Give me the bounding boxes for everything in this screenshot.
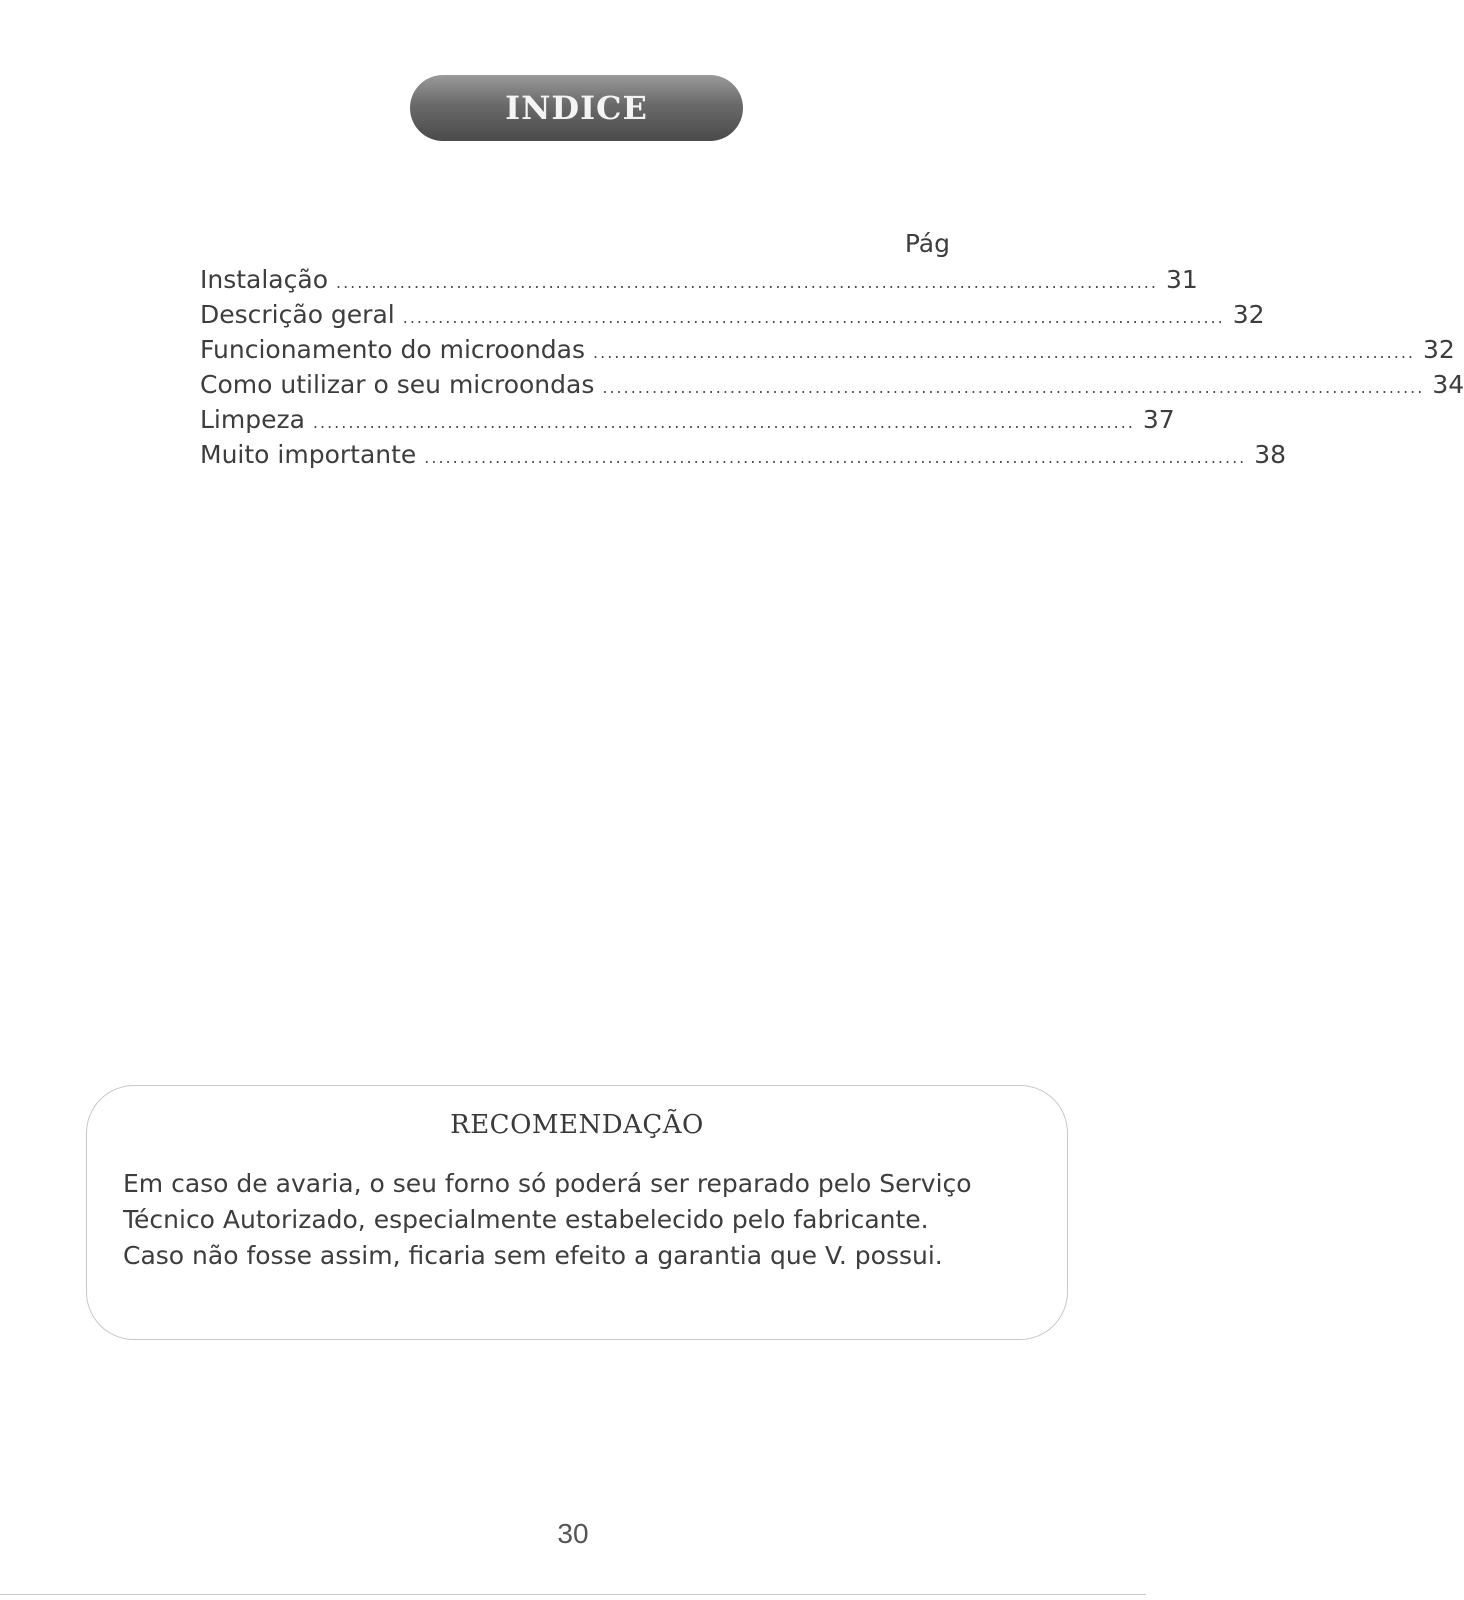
toc-leader-dots: .................................................................................................................... (593, 343, 1415, 362)
toc-entry (200, 402, 1175, 437)
toc-entry (200, 262, 1198, 297)
table-of-contents (200, 226, 1464, 472)
toc-entry-page: 32 (1232, 300, 1265, 329)
toc-entry (200, 437, 1287, 472)
toc-entry-title: Muito importante (200, 440, 417, 469)
toc-entry-page: 31 (1165, 265, 1198, 294)
bottom-divider (0, 1594, 1146, 1595)
recommendation-box (86, 1085, 1068, 1340)
recommendation-paragraph: Caso não fosse assim, ficaria sem efeito a garantia que V. possui. (123, 1241, 943, 1270)
toc-entry-page: 38 (1254, 440, 1287, 469)
toc-entry (200, 297, 1265, 332)
page-column-label: Pág (904, 229, 950, 258)
toc-entry-title: Funcionamento do microondas (200, 335, 586, 364)
toc-entry-title: Descrição geral (200, 300, 395, 329)
toc-leader-dots: .................................................................................................................... (336, 273, 1158, 292)
toc-entry-page: 37 (1142, 405, 1175, 434)
index-title: INDICE (505, 89, 648, 127)
toc-leader-dots: .................................................................................................................... (602, 378, 1425, 397)
toc-entry-page: 32 (1422, 335, 1455, 364)
index-header-banner (410, 75, 743, 141)
recommendation-title: RECOMENDAÇÃO (450, 1110, 704, 1140)
toc-entry (200, 367, 1464, 402)
toc-entry-title: Instalação (200, 265, 328, 294)
toc-entry-page: 34 (1432, 370, 1464, 399)
toc-entry-title: Limpeza (200, 405, 305, 434)
toc-entry (200, 332, 1455, 367)
toc-leader-dots: .................................................................................................................... (312, 413, 1135, 432)
recommendation-text (123, 1166, 1043, 1274)
toc-leader-dots: .................................................................................................................... (402, 308, 1225, 327)
toc-leader-dots: .................................................................................................................... (424, 448, 1247, 467)
toc-entry-title: Como utilizar o seu microondas (200, 370, 595, 399)
recommendation-paragraph: Em caso de avaria, o seu forno só poderá ser reparado pelo Serviço Técnico Autorizado, especialmente estabelecido pelo fabricante. (123, 1169, 972, 1234)
page-number: 30 (557, 1518, 589, 1549)
